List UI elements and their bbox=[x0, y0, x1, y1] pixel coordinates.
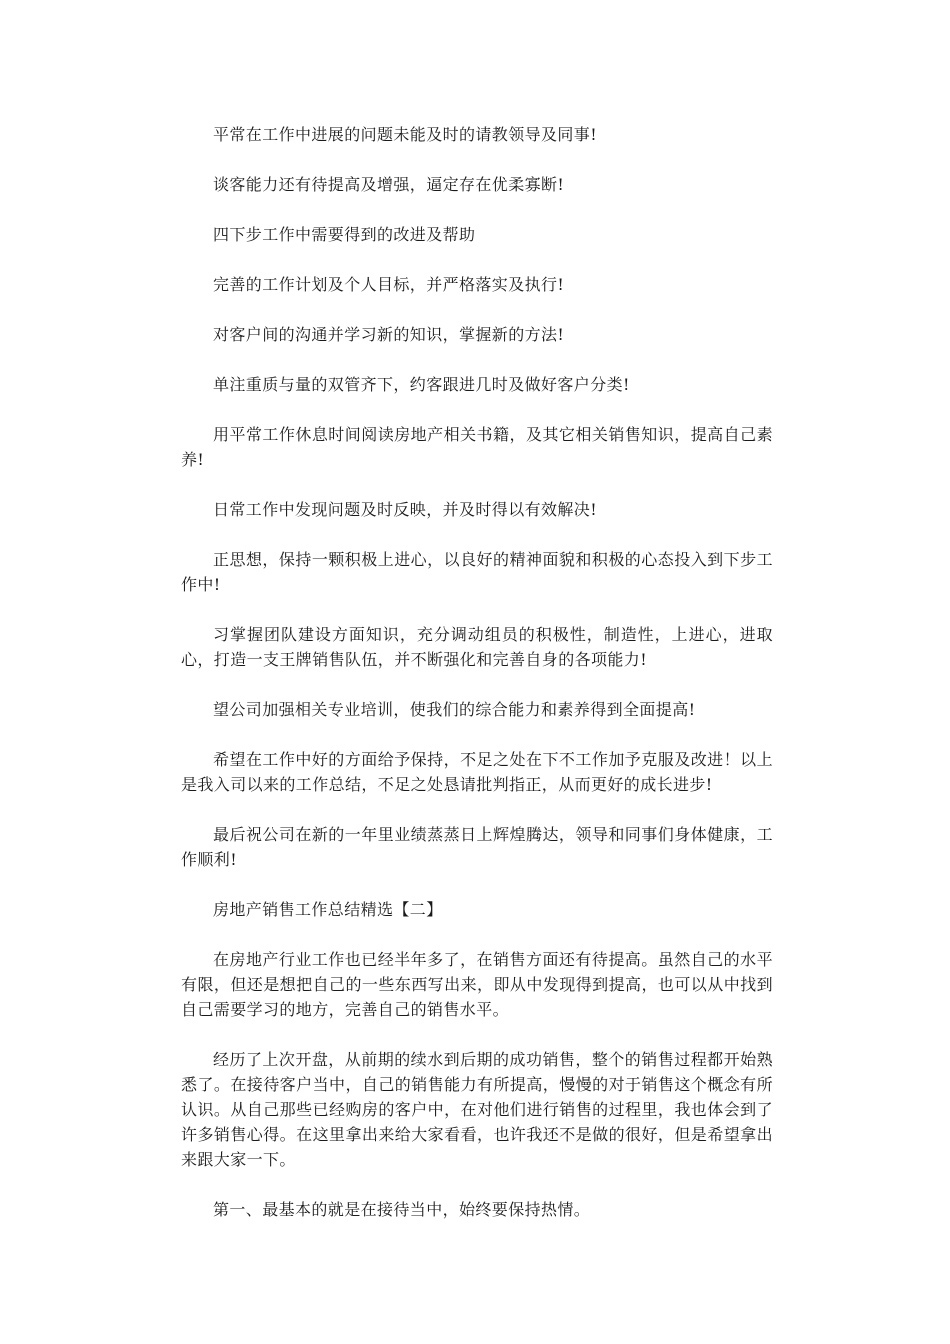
paragraph-reading: 用平常工作休息时间阅读房地产相关书籍，及其它相关销售知识，提高自己素养! bbox=[181, 425, 773, 469]
paragraph-work-plan: 完善的工作计划及个人目标，并严格落实及执行! bbox=[213, 275, 565, 294]
paragraph-attitude: 正思想，保持一颗积极上进心，以良好的精神面貌和积极的心态投入到下步工作中! bbox=[181, 550, 773, 594]
paragraph-team-building: 习掌握团队建设方面知识，充分调动组员的积极性，制造性，上进心，进取心，打造一支王牌销售队伍，并不断强化和完善自身的各项能力! bbox=[181, 625, 773, 669]
paragraph-best-wishes: 最后祝公司在新的一年里业绩蒸蒸日上辉煌腾达，领导和同事们身体健康，工作顺利! bbox=[181, 825, 773, 869]
paragraph-summary-conclusion: 希望在工作中好的方面给予保持，不足之处在下不工作加予克服及改进！以上是我入司以来的工作总结，不足之处恳请批判指正，从而更好的成长进步! bbox=[181, 750, 773, 794]
paragraph-sales-experience: 经历了上次开盘，从前期的续水到后期的成功销售，整个的销售过程都开始熟悉了。在接待客户当中，自己的销售能力有所提高，慢慢的对于销售这个概念有所认识。从自己那些已经购房的客户中，在对他们进行销售的过程里，我也体会到了许多销售心得。在这里拿出来给大家看看，也许我还不是做的很好，但是希望拿出来跟大家一下。 bbox=[181, 1050, 773, 1169]
paragraph-training: 望公司加强相关专业培训，使我们的综合能力和素养得到全面提高! bbox=[213, 700, 696, 719]
document-body bbox=[181, 122, 773, 1247]
paragraph-problem-consultation: 平常在工作中进展的问题未能及时的请教领导及同事! bbox=[213, 125, 598, 144]
paragraph-quality-quantity: 单注重质与量的双管齐下，约客跟进几时及做好客户分类! bbox=[213, 375, 630, 394]
section-title-part-two: 房地产销售工作总结精选【二】 bbox=[213, 900, 443, 919]
section-heading-improvements: 四下步工作中需要得到的改进及帮助 bbox=[213, 225, 476, 244]
paragraph-negotiation-ability: 谈客能力还有待提高及增强，逼定存在优柔寡断! bbox=[213, 175, 565, 194]
paragraph-point-one: 第一、最基本的就是在接待当中，始终要保持热情。 bbox=[213, 1200, 591, 1219]
paragraph-communication: 对客户间的沟通并学习新的知识，掌握新的方法! bbox=[213, 325, 565, 344]
paragraph-report-problems: 日常工作中发现问题及时反映，并及时得以有效解决! bbox=[213, 500, 598, 519]
paragraph-industry-intro: 在房地产行业工作也已经半年多了，在销售方面还有待提高。虽然自己的水平有限，但还是想把自己的一些东西写出来，即从中发现得到提高，也可以从中找到自己需要学习的地方，完善自己的销售水平。 bbox=[181, 950, 773, 1019]
